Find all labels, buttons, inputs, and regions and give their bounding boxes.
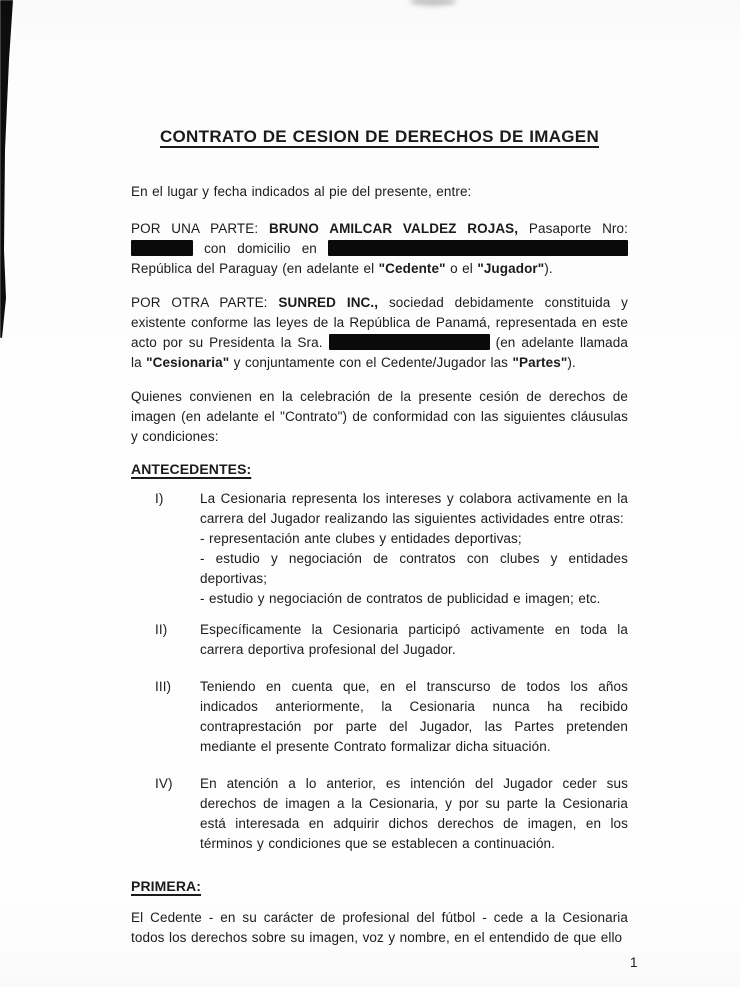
recital-bullet: - representación ante clubes y entidades deportivas; (200, 531, 522, 546)
text-segment: "Partes" (512, 355, 568, 370)
recital-item (131, 489, 628, 609)
page-number: 1 (630, 955, 638, 970)
text-segment: "Cedente" (378, 261, 446, 276)
text-segment: "Cesionaria" (146, 355, 230, 370)
recital-text: La Cesionaria representa los intereses y colabora activamente en la carrera del Jugador realizando las siguientes actividades entre otras: (200, 491, 628, 526)
recital-item (131, 677, 628, 757)
recital-item (131, 620, 628, 660)
recital-body (200, 774, 628, 854)
text-segment: República del Paraguay (en adelante el (131, 261, 379, 276)
text-segment: sociedad debidamente constituida y existente conforme las leyes de la República de Panamá, representada en este acto por su Presidenta la Sra. (131, 295, 629, 350)
recital-numeral: III) (155, 679, 172, 694)
party-one-paragraph (131, 219, 628, 279)
text-segment: ). (544, 261, 553, 276)
text-segment: y conjuntamente con el Cedente/Jugador las (229, 355, 513, 370)
recital-text: Específicamente la Cesionaria participó activamente en toda la carrera deportiva profesional del Jugador. (200, 622, 628, 657)
scan-smudge-artifact (410, 0, 456, 6)
party-two-paragraph (131, 293, 628, 373)
recital-item (131, 774, 628, 854)
text-segment: "Jugador" (477, 261, 545, 276)
text-segment: POR OTRA PARTE: (131, 295, 279, 310)
primera-paragraph: El Cedente - en su carácter de profesional del fútbol - cede a la Cesionaria todos los derechos sobre su imagen, voz y nombre, en el entendido de que ello (131, 910, 628, 945)
text-segment: SUNRED INC., (278, 295, 379, 310)
text-segment: Pasaporte Nro: (518, 221, 628, 236)
antecedentes-heading: ANTECEDENTES: (131, 461, 252, 477)
document-body (131, 127, 628, 948)
recital-bullet: - estudio y negociación de contratos de publicidad e imagen; etc. (200, 591, 601, 606)
text-segment: POR UNA PARTE: (131, 221, 269, 236)
recital-body (200, 489, 628, 609)
redaction-bar (328, 240, 628, 256)
agreement-intro-paragraph: Quienes convienen en la celebración de la presente cesión de derechos de imagen (en adelante el "Contrato") de conformidad con las siguientes cláusulas y condiciones: (131, 389, 628, 444)
recital-body (200, 620, 628, 660)
text-segment: (en adelante llamada la (131, 335, 628, 370)
document-title: CONTRATO DE CESION DE DERECHOS DE IMAGEN (159, 127, 600, 146)
primera-heading: PRIMERA: (131, 878, 202, 894)
recital-numeral: II) (155, 622, 168, 637)
intro-paragraph: En el lugar y fecha indicados al pie del presente, entre: (131, 184, 472, 199)
recital-text: Teniendo en cuenta que, en el transcurso de todos los años indicados anteriormente, la Cesionaria nunca ha recibido contraprestación por parte del Jugador, las Partes pretenden mediante el presente Contrato formalizar dicha situación. (200, 679, 628, 754)
recital-numeral: IV) (155, 776, 173, 791)
redaction-bar (329, 334, 490, 350)
text-segment: o el (445, 261, 478, 276)
recitals-list (131, 489, 628, 854)
recital-bullet: - estudio y negociación de contratos con clubes y entidades deportivas; (200, 551, 628, 586)
text-segment: BRUNO AMILCAR VALDEZ ROJAS, (268, 221, 519, 236)
recital-body (200, 677, 628, 757)
recital-text: En atención a lo anterior, es intención del Jugador ceder sus derechos de imagen a la Cesionaria, y por su parte la Cesionaria está interesada en adquirir dichos derechos de imagen, en los términos y condiciones que se establecen a continuación. (200, 776, 628, 851)
text-segment: ). (567, 355, 576, 370)
recital-numeral: I) (155, 491, 164, 506)
redaction-bar (131, 240, 193, 256)
scan-edge-artifact (0, 0, 14, 338)
text-segment: con domicilio en (193, 241, 328, 256)
